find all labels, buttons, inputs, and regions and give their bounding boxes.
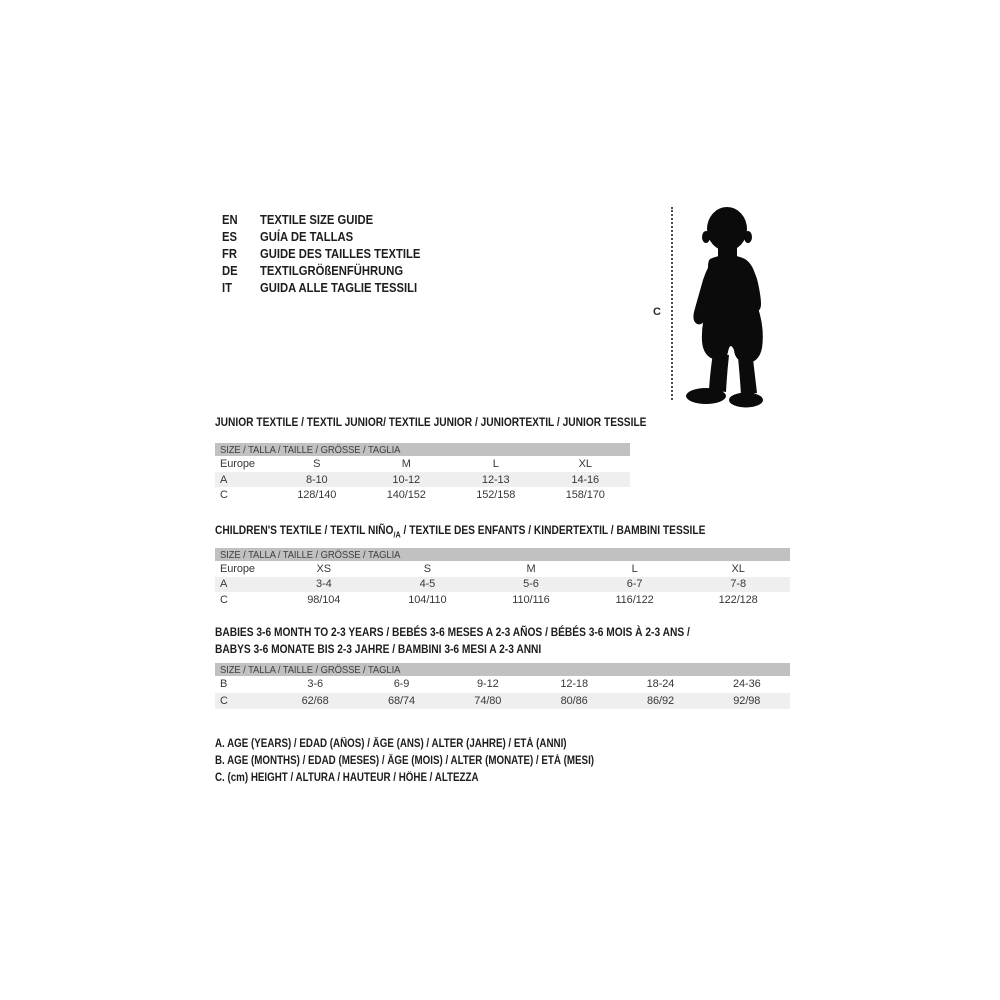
children-table-title: CHILDREN'S TEXTILE / TEXTIL $NIÑO_{/A}$ / TEXTILE DES ENFANTS / KINDERTEXTIL / BAMBINI TESSILE xyxy=(215,523,706,540)
babies-table xyxy=(215,676,790,709)
table-row xyxy=(215,561,790,577)
lang-code: EN xyxy=(222,212,238,227)
size-cell: M xyxy=(401,457,411,470)
row-label: C xyxy=(220,694,228,707)
lang-row-en xyxy=(222,211,438,228)
lang-row-it xyxy=(222,279,438,296)
size-cell: XL xyxy=(731,562,745,575)
age-cell: 4-5 xyxy=(419,578,436,591)
table-row xyxy=(215,676,790,693)
height-cell: 140/152 xyxy=(386,489,426,502)
height-cell: 80/86 xyxy=(560,694,588,707)
lang-label: TEXTILGRÖßENFÜHRUNG xyxy=(260,263,404,278)
height-cell: 158/170 xyxy=(565,489,605,502)
babies-table-title: BABIES 3-6 MONTH TO 2-3 YEARS / BEBÉS 3-6 MESES A 2-3 AÑOS / BÉBÉS 3-6 MOIS À 2-3 ANS / BABYS 3-6 MONATE BIS 2-3 JAHRE / BAMBINI 3-6 MESI A 2-3 ANNI xyxy=(215,625,690,656)
row-label: A xyxy=(220,578,228,591)
age-cell: 6-9 xyxy=(393,678,410,691)
row-label: Europe xyxy=(220,562,255,575)
height-cell: 122/128 xyxy=(718,593,758,606)
height-cell: 98/104 xyxy=(307,593,341,606)
height-cell: 68/74 xyxy=(387,694,415,707)
table-row xyxy=(215,693,790,710)
height-cell: 128/140 xyxy=(297,489,337,502)
junior-table-title: JUNIOR TEXTILE / TEXTIL JUNIOR/ TEXTILE JUNIOR / JUNIORTEXTIL / JUNIOR TESSILE xyxy=(215,415,647,429)
age-cell: 12-18 xyxy=(560,678,588,691)
age-cell: 24-36 xyxy=(732,678,761,691)
legend-line-b: B. AGE (MONTHS) / EDAD (MESES) / ÂGE (MOIS) / ALTER (MONATE) / ETÀ (MESI) xyxy=(215,755,595,767)
height-cell: 116/122 xyxy=(615,593,654,606)
toddler-silhouette-icon xyxy=(680,195,790,409)
height-cell: 86/92 xyxy=(646,694,674,707)
age-cell: 12-13 xyxy=(481,473,510,486)
age-cell: 8-10 xyxy=(305,473,328,486)
age-cell: 3-4 xyxy=(315,578,332,591)
lang-code: ES xyxy=(222,229,238,244)
row-label: B xyxy=(220,678,228,691)
height-cell: 104/110 xyxy=(408,593,447,606)
legend-line-c: C. (cm) HEIGHT / ALTURA / HAUTEUR / HÖHE / ALTEZZA xyxy=(215,772,479,784)
table-row xyxy=(215,577,790,593)
babies-size-header-bar: SIZE / TALLA / TAILLE / GRÖSSE / TAGLIA xyxy=(215,663,790,676)
row-label: C xyxy=(220,489,228,502)
age-cell: 18-24 xyxy=(646,678,675,691)
size-cell: L xyxy=(492,457,499,470)
lang-code: FR xyxy=(222,246,238,261)
table-row xyxy=(215,456,630,472)
age-cell: 7-8 xyxy=(730,578,746,591)
lang-code: DE xyxy=(222,263,238,278)
age-cell: 3-6 xyxy=(307,678,323,691)
table-row xyxy=(215,592,790,608)
lang-label: GUIDA ALLE TAGLIE TESSILI xyxy=(260,280,418,295)
table-row xyxy=(215,487,630,503)
size-cell: S xyxy=(423,562,432,575)
size-cell: S xyxy=(313,457,321,470)
lang-label: TEXTILE SIZE GUIDE xyxy=(260,212,374,227)
lang-label: GUÍA DE TALLAS xyxy=(260,229,354,244)
legend-line-a: A. AGE (YEARS) / EDAD (AÑOS) / ÂGE (ANS) / ALTER (JAHRE) / ETÀ (ANNI) xyxy=(215,738,567,750)
lang-code: IT xyxy=(222,280,232,295)
lang-row-fr xyxy=(222,245,438,262)
legend-block xyxy=(215,736,661,787)
height-cell: 74/80 xyxy=(474,694,502,707)
lang-row-es xyxy=(222,228,438,245)
row-label: C xyxy=(220,593,228,606)
table-row xyxy=(215,472,630,488)
nino-a-subscript: /A xyxy=(393,529,401,540)
language-title-block xyxy=(222,211,438,296)
junior-size-header-bar: SIZE / TALLA / TAILLE / GRÖSSE / TAGLIA xyxy=(215,443,630,456)
age-cell: 10-12 xyxy=(392,473,421,486)
age-cell: 5-6 xyxy=(523,578,539,591)
height-cell: 152/158 xyxy=(476,489,516,502)
children-size-header-bar: SIZE / TALLA / TAILLE / GRÖSSE / TAGLIA xyxy=(215,548,790,561)
height-measure-dotted-line xyxy=(671,207,673,400)
height-cell: 62/68 xyxy=(301,694,329,707)
age-cell: 9-12 xyxy=(477,678,499,691)
row-label: Europe xyxy=(220,457,255,470)
row-label: A xyxy=(220,473,228,486)
height-cell: 92/98 xyxy=(733,694,761,707)
size-cell: XL xyxy=(578,457,592,470)
children-table xyxy=(215,561,790,608)
size-cell: XS xyxy=(316,562,332,575)
age-cell: 6-7 xyxy=(626,578,643,591)
lang-row-de xyxy=(222,262,438,279)
size-cell: M xyxy=(526,562,536,575)
lang-label: GUIDE DES TAILLES TEXTILE xyxy=(260,246,421,261)
height-measure-label: C xyxy=(653,306,661,318)
junior-table xyxy=(215,456,630,503)
height-cell: 110/116 xyxy=(512,593,550,606)
size-cell: L xyxy=(631,562,638,575)
age-cell: 14-16 xyxy=(571,473,600,486)
